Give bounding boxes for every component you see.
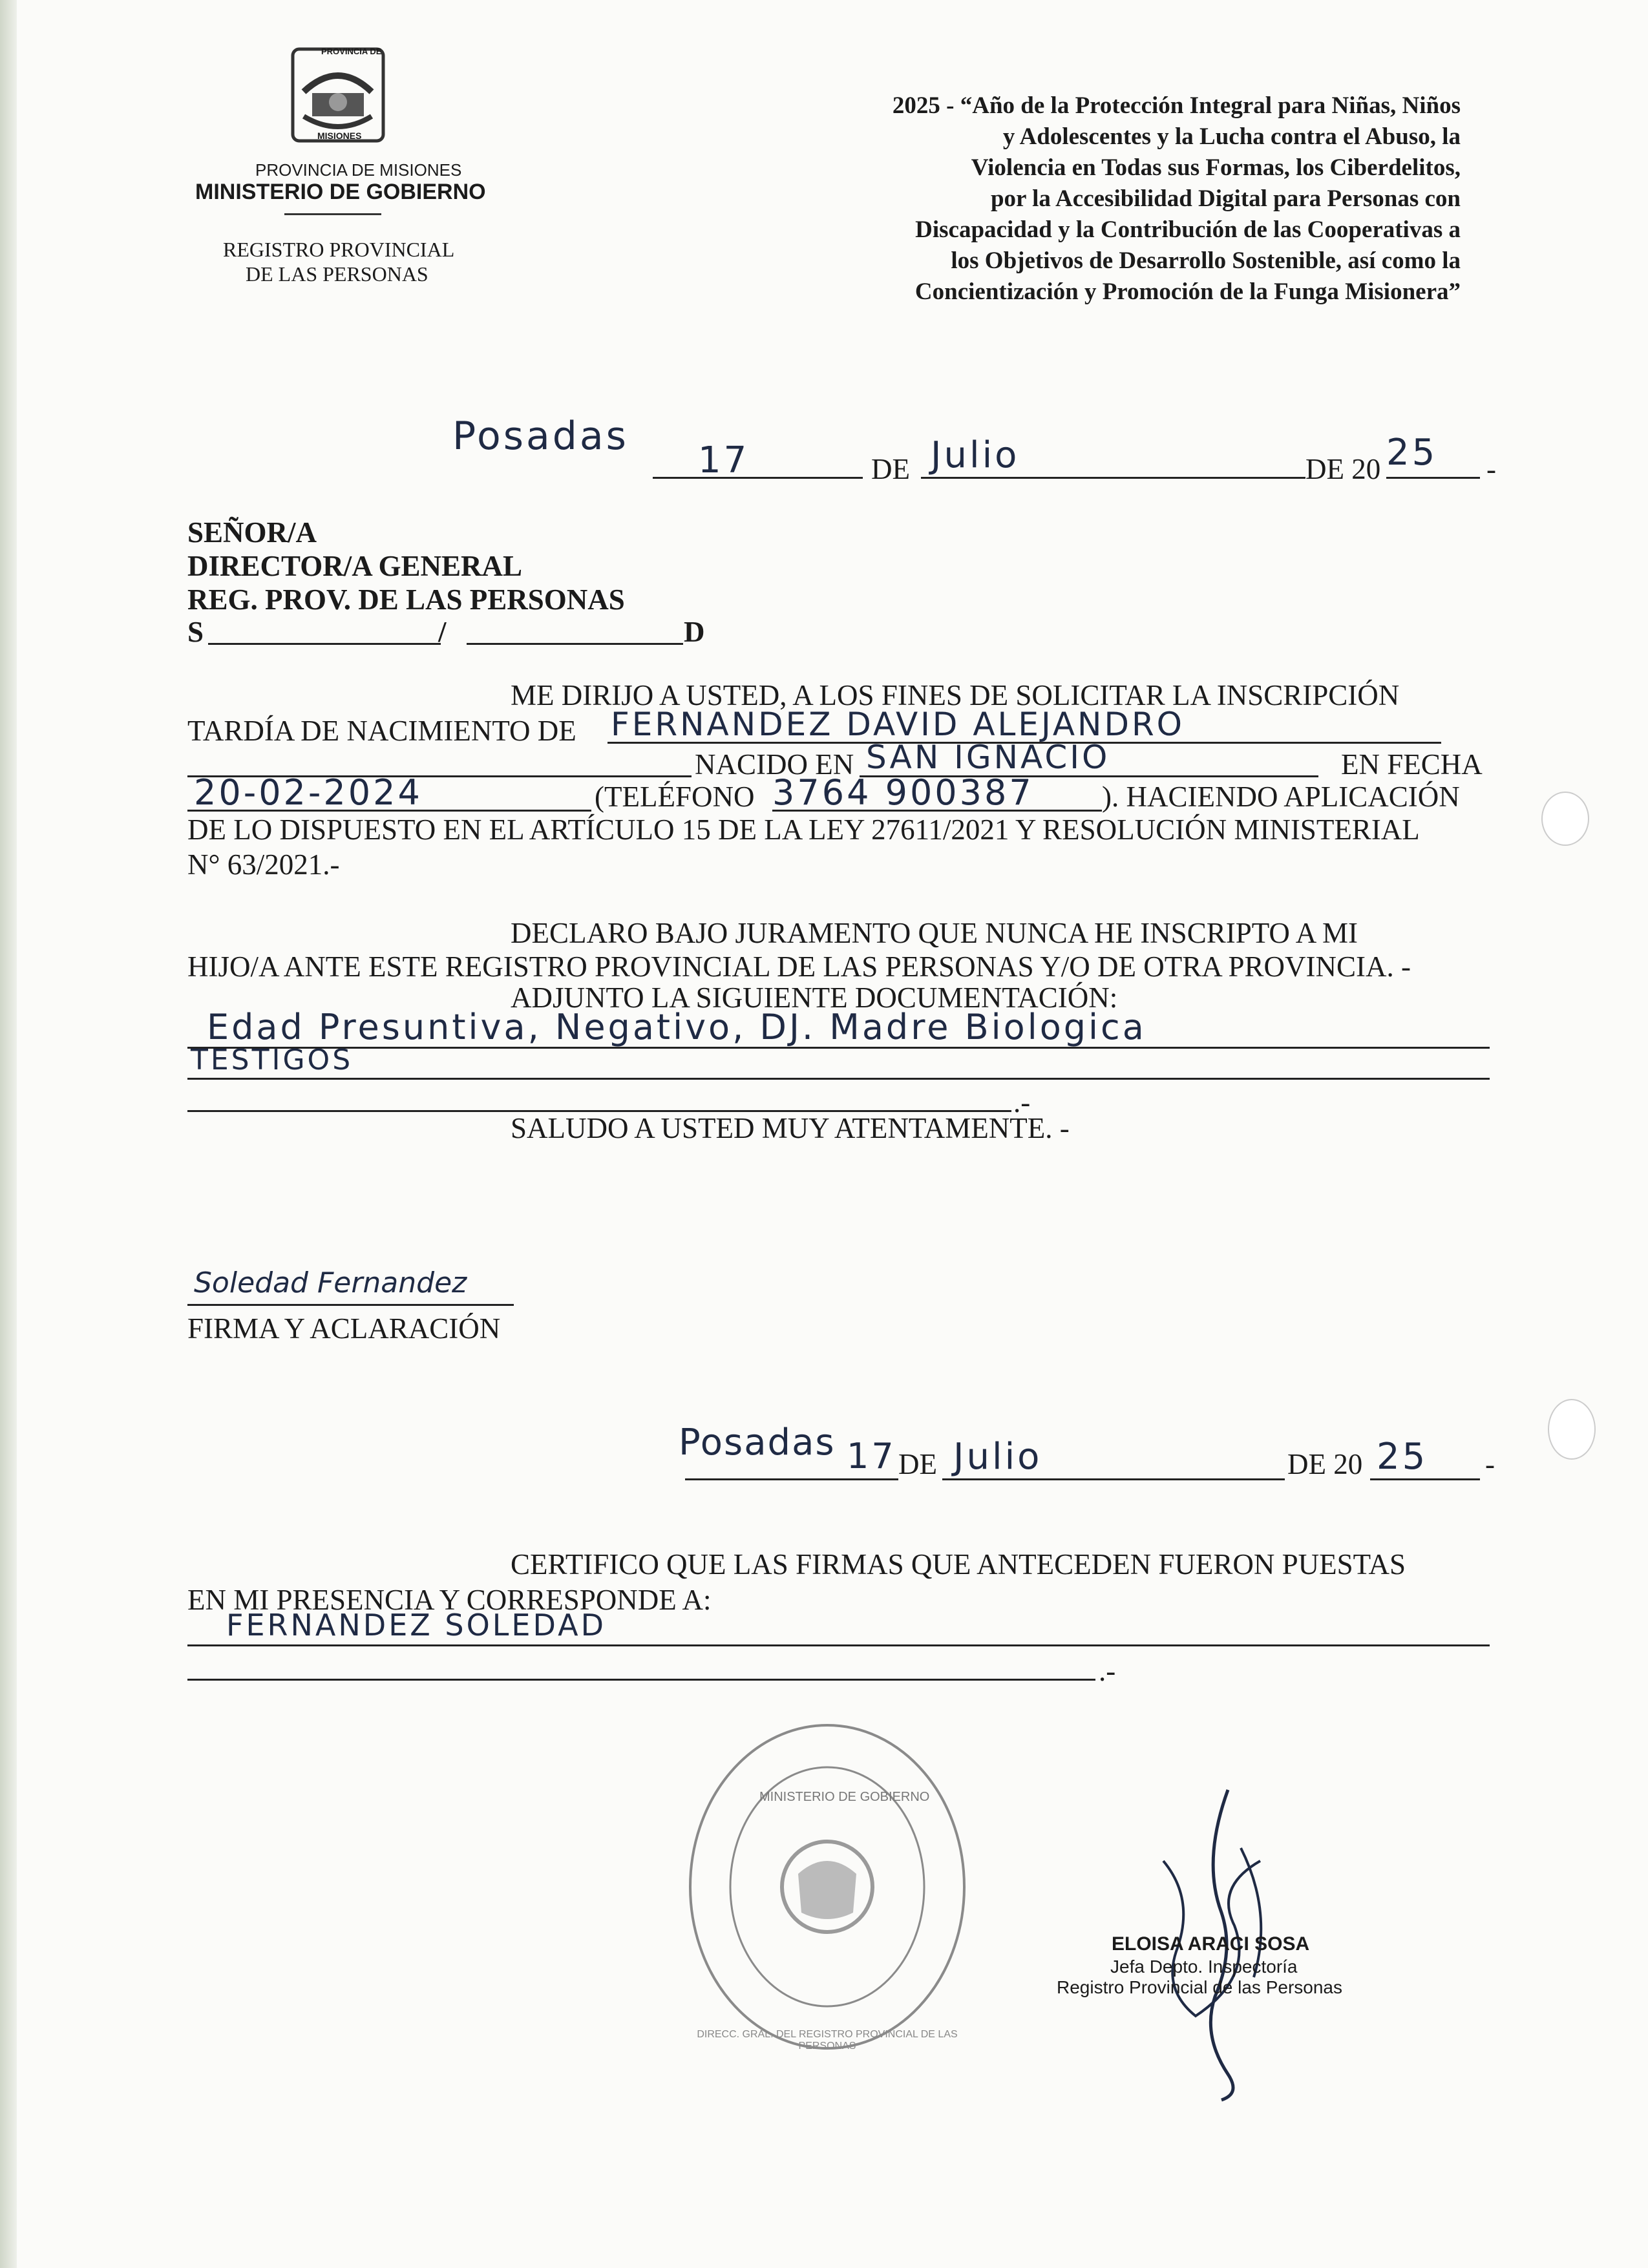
signature-handwritten: Soledad Fernandez <box>194 1266 467 1299</box>
request-intro: ME DIRIJO A USTED, A LOS FINES DE SOLICITAR LA INSCRIPCIÓN <box>511 679 1400 711</box>
date1-end: - <box>1486 453 1496 485</box>
date1-month-line <box>921 477 1305 479</box>
date2-month-line <box>942 1478 1285 1480</box>
signature-label: FIRMA Y ACLARACIÓN <box>187 1312 501 1345</box>
salute: SALUDO A USTED MUY ATENTAMENTE. - <box>511 1112 1070 1144</box>
motto-line: Discapacidad y la Contribución de las Cooperativas a <box>915 216 1461 243</box>
request-tardia: TARDÍA DE NACIMIENTO DE <box>187 715 576 747</box>
punch-hole <box>1548 1399 1596 1460</box>
addressee-d: D <box>684 616 705 648</box>
request-nacido-en: NACIDO EN <box>695 748 854 781</box>
birth-date: 20-02-2024 <box>194 772 423 813</box>
stamp-outer-text: DIRECC. GRAL. DEL REGISTRO PROVINCIAL DE LAS PERSONAS <box>697 2029 958 2052</box>
request-haciendo: ). HACIENDO APLICACIÓN <box>1102 781 1460 813</box>
certified-name: FERNANDEZ SOLEDAD <box>226 1608 606 1643</box>
motto-line: por la Accesibilidad Digital para Personas con <box>990 185 1461 212</box>
date1-day-line <box>653 477 863 479</box>
certified-name-line <box>187 1644 1490 1646</box>
docs-end: .- <box>1013 1086 1031 1118</box>
addressee-slash: / <box>438 616 447 648</box>
certification-line2: EN MI PRESENCIA Y CORRESPONDE A: <box>187 1584 712 1616</box>
official-stamp <box>682 1719 973 2055</box>
addressee-s: S <box>187 616 204 648</box>
date1-de-year: DE 20 <box>1305 453 1381 485</box>
addressee-line3: REG. PROV. DE LAS PERSONAS <box>187 583 625 616</box>
date2-day: 17 <box>847 1436 896 1476</box>
punch-hole <box>1541 792 1589 846</box>
stamp-inner-text: MINISTERIO DE GOBIERNO <box>759 1790 930 1804</box>
motto-line: 2025 - “Año de la Protección Integral para Niñas, Niños <box>892 92 1461 119</box>
addressee-line1: SEÑOR/A <box>187 516 317 549</box>
date2-year: 25 <box>1377 1436 1428 1478</box>
declaration-line1: DECLARO BAJO JURAMENTO QUE NUNCA HE INSCRIPTO A MI <box>511 917 1358 949</box>
request-telefono: (TELÉFONO <box>595 781 755 813</box>
date1-year-line <box>1386 477 1480 479</box>
ministry-name: MINISTERIO DE GOBIERNO <box>195 180 486 204</box>
province-logo <box>281 40 394 150</box>
addressee-line2: DIRECTOR/A GENERAL <box>187 550 523 582</box>
date2-place: Posadas <box>679 1422 836 1464</box>
official-name: ELOISA ARACI SOSA <box>1112 1933 1310 1955</box>
registry-name-line1: REGISTRO PROVINCIAL <box>223 238 455 261</box>
province-name: PROVINCIA DE MISIONES <box>255 160 462 180</box>
ministry-divider <box>284 213 381 215</box>
date2-year-line <box>1370 1478 1480 1480</box>
date2-end: - <box>1485 1448 1495 1480</box>
date2-de: DE <box>898 1448 937 1480</box>
phone: 3764 900387 <box>772 772 1034 813</box>
motto-line: Concientización y Promoción de la Funga Misionera” <box>914 278 1461 305</box>
registry-name-line2: DE LAS PERSONAS <box>246 262 428 286</box>
motto-line: Violencia en Todas sus Formas, los Ciberdelitos, <box>971 154 1461 181</box>
birthplace: SAN IGNACIO <box>866 739 1110 776</box>
addressee-d-line <box>467 643 683 645</box>
request-law-line: DE LO DISPUESTO EN EL ARTÍCULO 15 DE LA LEY 27611/2021 Y RESOLUCIÓN MINISTERIAL <box>187 814 1420 846</box>
addressee-block <box>187 516 625 616</box>
motto-block <box>620 90 1461 308</box>
logo-text-top: PROVINCIA DE <box>321 47 382 56</box>
declaration-attach: ADJUNTO LA SIGUIENTE DOCUMENTACIÓN: <box>511 982 1118 1014</box>
date1-day: 17 <box>698 439 750 481</box>
date1-place: Posadas <box>452 414 629 459</box>
logo-text-bottom: MISIONES <box>317 131 362 141</box>
date2-place-line <box>685 1478 898 1480</box>
paper-left-edge <box>0 0 17 2268</box>
date1-de: DE <box>871 453 910 485</box>
motto-line: y Adolescentes y la Lucha contra el Abuso, la <box>1002 123 1461 150</box>
official-office: Registro Provincial de las Personas <box>1057 1977 1342 1997</box>
date2-de-year: DE 20 <box>1287 1448 1363 1480</box>
addressee-s-line <box>208 643 441 645</box>
request-en-fecha: EN FECHA <box>1341 748 1483 781</box>
request-resolution: N° 63/2021.- <box>187 848 340 881</box>
docs-line1: Edad Presuntiva, Negativo, DJ. Madre Biologica <box>207 1007 1146 1047</box>
certification-line1: CERTIFICO QUE LAS FIRMAS QUE ANTECEDEN FUERON PUESTAS <box>511 1548 1406 1580</box>
certification-end: .- <box>1099 1655 1116 1687</box>
date2-month: Julio <box>953 1436 1042 1478</box>
docs-line-2 <box>187 1078 1490 1080</box>
signature-line <box>187 1304 514 1306</box>
certification-line-2 <box>187 1679 1095 1681</box>
child-name: FERNANDEZ DAVID ALEJANDRO <box>611 706 1185 743</box>
official-title: Jefa Depto. Inspectoría <box>1110 1957 1298 1977</box>
declaration-line2: HIJO/A ANTE ESTE REGISTRO PROVINCIAL DE LAS PERSONAS Y/O DE OTRA PROVINCIA. - <box>187 950 1411 983</box>
date1-year: 25 <box>1386 432 1438 474</box>
motto-line: los Objetivos de Desarrollo Sostenible, así como la <box>951 247 1461 274</box>
docs-line2: TESTIGOS <box>191 1044 354 1076</box>
date1-month: Julio <box>931 434 1020 476</box>
